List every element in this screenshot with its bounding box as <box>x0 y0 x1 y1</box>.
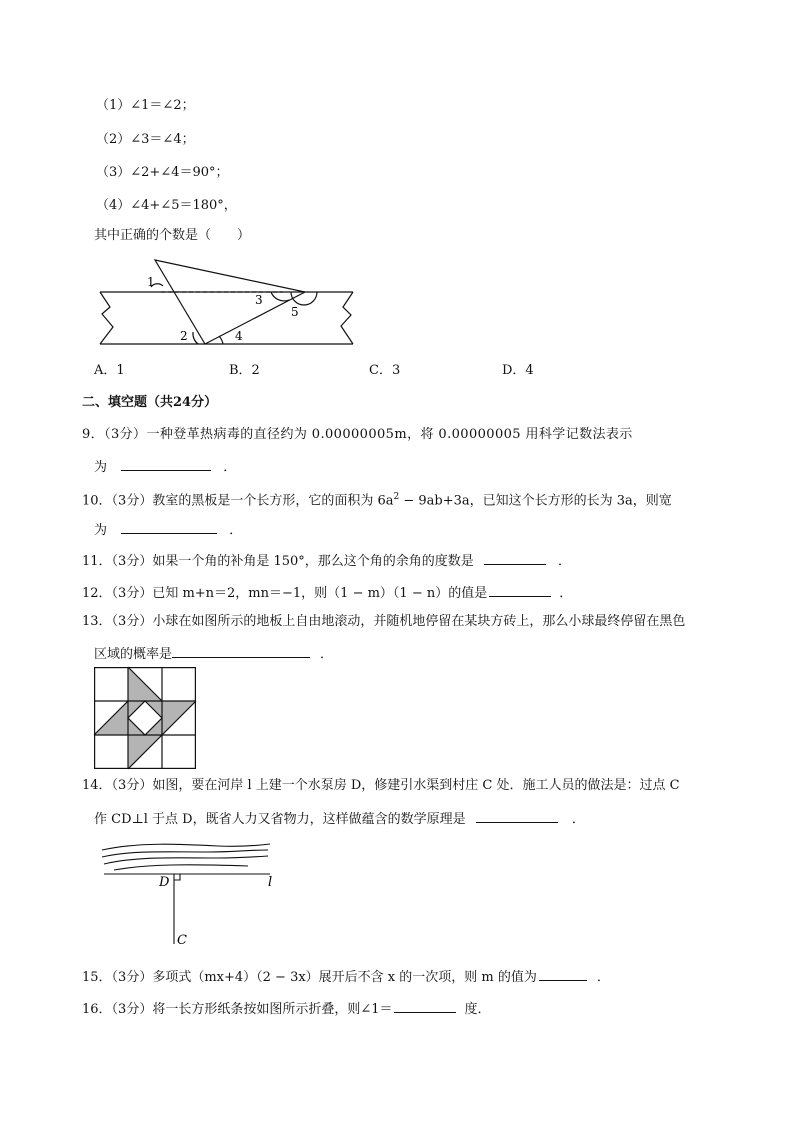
angle-3-arc <box>271 292 289 301</box>
river-wave-2 <box>102 850 268 857</box>
angle-2-arc <box>193 332 198 344</box>
q13-line2 <box>94 643 333 664</box>
q13-line2-post: ． <box>320 647 334 662</box>
statement-1: （1）∠1＝∠2； <box>96 98 195 113</box>
right-angle-mark <box>174 874 180 880</box>
statement-2: （2）∠3＝∠4； <box>96 132 195 147</box>
river-wave-4 <box>114 865 248 870</box>
strip-right-torn-edge <box>341 292 353 344</box>
q16-post: 度． <box>464 1002 491 1017</box>
q12-answer-blank[interactable] <box>489 582 551 597</box>
fig-label-3: 3 <box>255 293 263 307</box>
q16-line <box>82 998 491 1019</box>
q14-line2-text: 作 CD⊥l 于点 D，既省人力又省物力，这样做蕴含的数学原理是 <box>94 812 466 827</box>
q10-answer-blank[interactable] <box>121 519 217 534</box>
q11-line <box>82 550 571 571</box>
river-wave-3 <box>104 856 268 864</box>
question-tail: 其中正确的个数是（ ） <box>94 228 251 243</box>
q12-post: ． <box>559 586 573 601</box>
q14-post: ． <box>571 812 585 827</box>
q9-answer-blank[interactable] <box>121 456 211 471</box>
fig-label-4: 4 <box>235 329 243 343</box>
q15-line <box>82 966 610 987</box>
label-l: l <box>268 875 273 890</box>
q15-text: 15．（3分）多项式（mx+4）（2 − 3x）展开后不含 x 的一次项，则 m 的值为 <box>82 970 537 985</box>
statement-3: （3）∠2+∠4＝90°； <box>96 165 229 180</box>
q9-line1: 9．（3分）一种登革热病毒的直径约为 0.00000005m，将 0.00000005 用科学记数法表示 <box>82 427 633 442</box>
q14-line1: 14．（3分）如图，要在河岸 l 上建一个水泵房 D，修建引水渠到村庄 C 处．施工人员的做法是：过点 C <box>82 778 680 793</box>
q10-line2-pre: 为 <box>94 523 108 538</box>
q9-line2-pre: 为 <box>94 460 108 475</box>
q10-line1 <box>82 488 672 510</box>
q16-text: 16．（3分）将一长方形纸条按如图所示折叠，则∠1＝ <box>82 1002 393 1017</box>
river-wave-1 <box>102 844 270 850</box>
q11-answer-blank[interactable] <box>484 550 546 565</box>
statement-4: （4）∠4+∠5＝180°， <box>96 198 237 213</box>
q15-answer-blank[interactable] <box>539 966 587 981</box>
q10-sup: 2 <box>393 492 400 502</box>
fig-label-2: 2 <box>180 329 188 343</box>
q14-river-figure <box>98 838 278 948</box>
q11-post: ． <box>558 554 572 569</box>
label-d: D <box>159 875 170 890</box>
q11-text: 11．（3分）如果一个角的补角是 150°，那么这个角的余角的度数是 <box>82 554 474 569</box>
q12-line <box>82 582 572 603</box>
angle-4-arc <box>219 336 223 344</box>
fig-label-5: 5 <box>291 305 299 319</box>
q10-line1-a: 10．（3分）教室的黑板是一个长方形，它的面积为 6a <box>82 493 394 509</box>
label-c: C <box>177 933 187 948</box>
q10-line2-post: ． <box>229 523 243 538</box>
option-d: D．4 <box>502 363 534 378</box>
tile-outer-border <box>95 668 196 769</box>
q16-answer-blank[interactable] <box>394 998 456 1013</box>
q10-line1-b: − 9ab+3a，已知这个长方形的长为 3a，则宽 <box>399 493 672 509</box>
q10-line2 <box>94 519 242 540</box>
q13-line1: 13．（3分）小球在如图所示的地板上自由地滚动，并随机地停留在某块方砖上，那么小球最终停留在黑色 <box>82 614 686 629</box>
q14-answer-blank[interactable] <box>476 808 558 823</box>
option-b: B．2 <box>229 363 260 378</box>
q13-tile-figure <box>94 667 196 769</box>
angle-5-arc <box>291 292 317 305</box>
option-a: A．1 <box>94 363 125 378</box>
q13-answer-blank[interactable] <box>172 643 310 658</box>
q12-text: 12．（3分）已知 m+n＝2，mn＝−1，则（1 − m）（1 − n）的值是 <box>82 586 488 601</box>
q8-figure <box>95 252 365 352</box>
option-c: C．3 <box>369 363 401 378</box>
strip-left-torn-edge <box>100 292 113 344</box>
section-title: 二、填空题（共24分） <box>82 395 218 410</box>
q9-line2 <box>94 456 236 477</box>
q9-line2-post: ． <box>223 460 237 475</box>
q13-line2-pre: 区域的概率是 <box>94 647 173 662</box>
triangle <box>155 260 305 344</box>
fig-label-1: 1 <box>147 275 155 289</box>
q14-line2 <box>94 808 585 829</box>
q15-post: ． <box>596 970 610 985</box>
